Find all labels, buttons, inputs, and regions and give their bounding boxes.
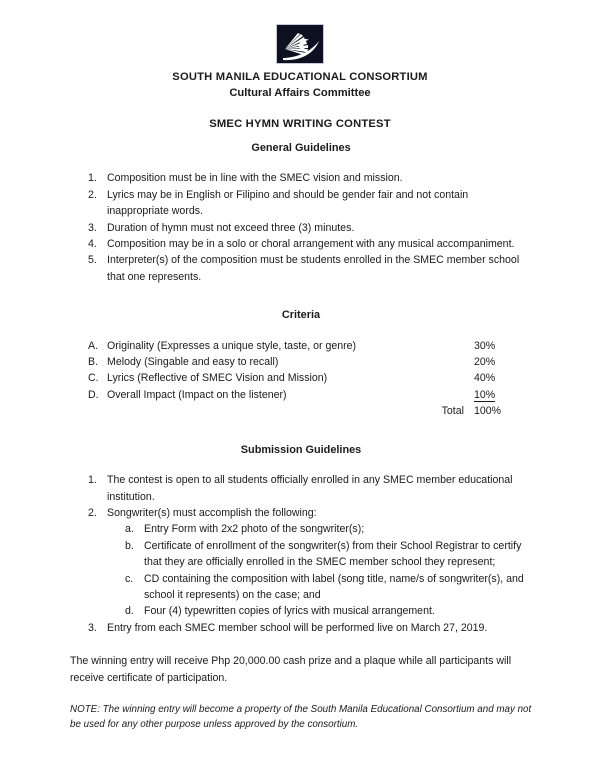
list-text: Duration of hymn must not exceed three (3) minutes. <box>107 221 355 234</box>
criteria-text: Melody (Singable and easy to recall) <box>107 356 279 369</box>
list-item <box>70 472 532 505</box>
list-text: Composition may be in a solo or choral arrangement with any musical accompaniment. <box>107 238 515 251</box>
logo-container <box>0 24 600 64</box>
list-text: Composition must be in line with the SMEC vision and mission. <box>107 172 403 185</box>
criteria-marker: B. <box>88 356 99 369</box>
list-marker: 1. <box>88 172 97 185</box>
sub-list-marker: d. <box>125 605 134 618</box>
contest-title: SMEC HYMN WRITING CONTEST <box>209 118 391 130</box>
prize-paragraph: The winning entry will receive Php 20,000.00 cash prize and a plaque while all participants will receive certificate of participation. <box>70 655 512 684</box>
submission-guidelines-list <box>70 472 532 636</box>
list-item <box>70 187 532 220</box>
document-body <box>70 140 532 732</box>
list-item <box>70 505 532 521</box>
list-marker: 2. <box>88 188 97 201</box>
criteria-total-row <box>70 403 532 419</box>
criteria-percent <box>474 387 532 403</box>
list-marker: 5. <box>88 254 97 267</box>
criteria-marker: A. <box>88 339 99 352</box>
list-item <box>70 170 532 186</box>
sub-list-item <box>70 521 532 537</box>
organization-title: SOUTH MANILA EDUCATIONAL CONSORTIUM <box>172 71 428 83</box>
sub-list-marker: a. <box>125 523 134 536</box>
sub-list-text: Entry Form with 2x2 photo of the songwriter(s); <box>144 523 365 536</box>
list-item <box>70 252 532 285</box>
criteria-marker: C. <box>88 372 99 385</box>
criteria-percent-value: 40% <box>474 372 496 385</box>
list-marker: 1. <box>88 474 97 487</box>
criteria-percent-value: 20% <box>474 356 496 369</box>
list-marker: 3. <box>88 221 97 234</box>
list-marker: 3. <box>88 621 97 634</box>
criteria-list <box>70 338 532 420</box>
sub-list-text: Four (4) typewritten copies of lyrics with musical arrangement. <box>144 605 435 618</box>
list-item <box>70 620 532 636</box>
spacer <box>70 285 532 307</box>
committee-subtitle: Cultural Affairs Committee <box>229 87 371 99</box>
criteria-row <box>70 370 532 386</box>
criteria-text: Lyrics (Reflective of SMEC Vision and Mission) <box>107 372 328 385</box>
list-marker: 4. <box>88 238 97 251</box>
list-text: Interpreter(s) of the composition must be students enrolled in the SMEC member school that one represents. <box>107 254 520 283</box>
list-item <box>70 220 532 236</box>
document-header <box>0 70 600 132</box>
sub-list-text: Certificate of enrollment of the songwriter(s) from their School Registrar to certify that they are officially enrolled in the SMEC member school they represent; <box>144 539 522 569</box>
smec-sunburst-logo-icon <box>276 24 324 64</box>
copyright-note: NOTE: The winning entry will become a property of the South Manila Educational Consortium and may not be used for any other purpose unless approved by the consortium. <box>70 703 532 730</box>
sub-list-item <box>70 538 532 571</box>
criteria-row <box>70 387 532 403</box>
general-guidelines-heading: General Guidelines <box>251 142 351 154</box>
sub-list-item <box>70 603 532 619</box>
list-text: The contest is open to all students officially enrolled in any SMEC member educational institution. <box>107 474 513 503</box>
list-item <box>70 236 532 252</box>
criteria-total-label: Total <box>441 405 464 418</box>
criteria-heading: Criteria <box>281 309 321 322</box>
criteria-text: Originality (Expresses a unique style, taste, or genre) <box>107 339 357 352</box>
sub-list-marker: b. <box>125 539 134 552</box>
spacer <box>70 686 532 703</box>
spacer <box>70 420 532 442</box>
criteria-row <box>70 338 532 354</box>
list-marker: 2. <box>88 506 97 519</box>
criteria-percent-value: 30% <box>474 339 496 352</box>
criteria-percent <box>474 370 532 386</box>
criteria-text: Overall Impact (Impact on the listener) <box>107 388 287 401</box>
submission-guidelines-heading: Submission Guidelines <box>240 443 362 456</box>
list-text: Entry from each SMEC member school will be performed live on March 27, 2019. <box>107 621 488 634</box>
criteria-percent-value: 10% <box>474 388 496 401</box>
criteria-marker: D. <box>88 388 99 401</box>
criteria-percent <box>474 354 532 370</box>
criteria-row <box>70 354 532 370</box>
sub-list-text: CD containing the composition with label (song title, name/s of songwriter(s), and school it represents) on the case; and <box>144 572 524 601</box>
sub-list-item <box>70 571 532 604</box>
general-guidelines-list <box>70 170 532 285</box>
sub-list-marker: c. <box>125 572 134 585</box>
list-text: Lyrics may be in English or Filipino and should be gender fair and not contain inappropriate words. <box>107 188 469 218</box>
criteria-percent <box>474 338 532 354</box>
criteria-total-percent: 100% <box>474 405 502 418</box>
list-text: Songwriter(s) must accomplish the following: <box>107 506 317 519</box>
spacer <box>70 636 532 653</box>
